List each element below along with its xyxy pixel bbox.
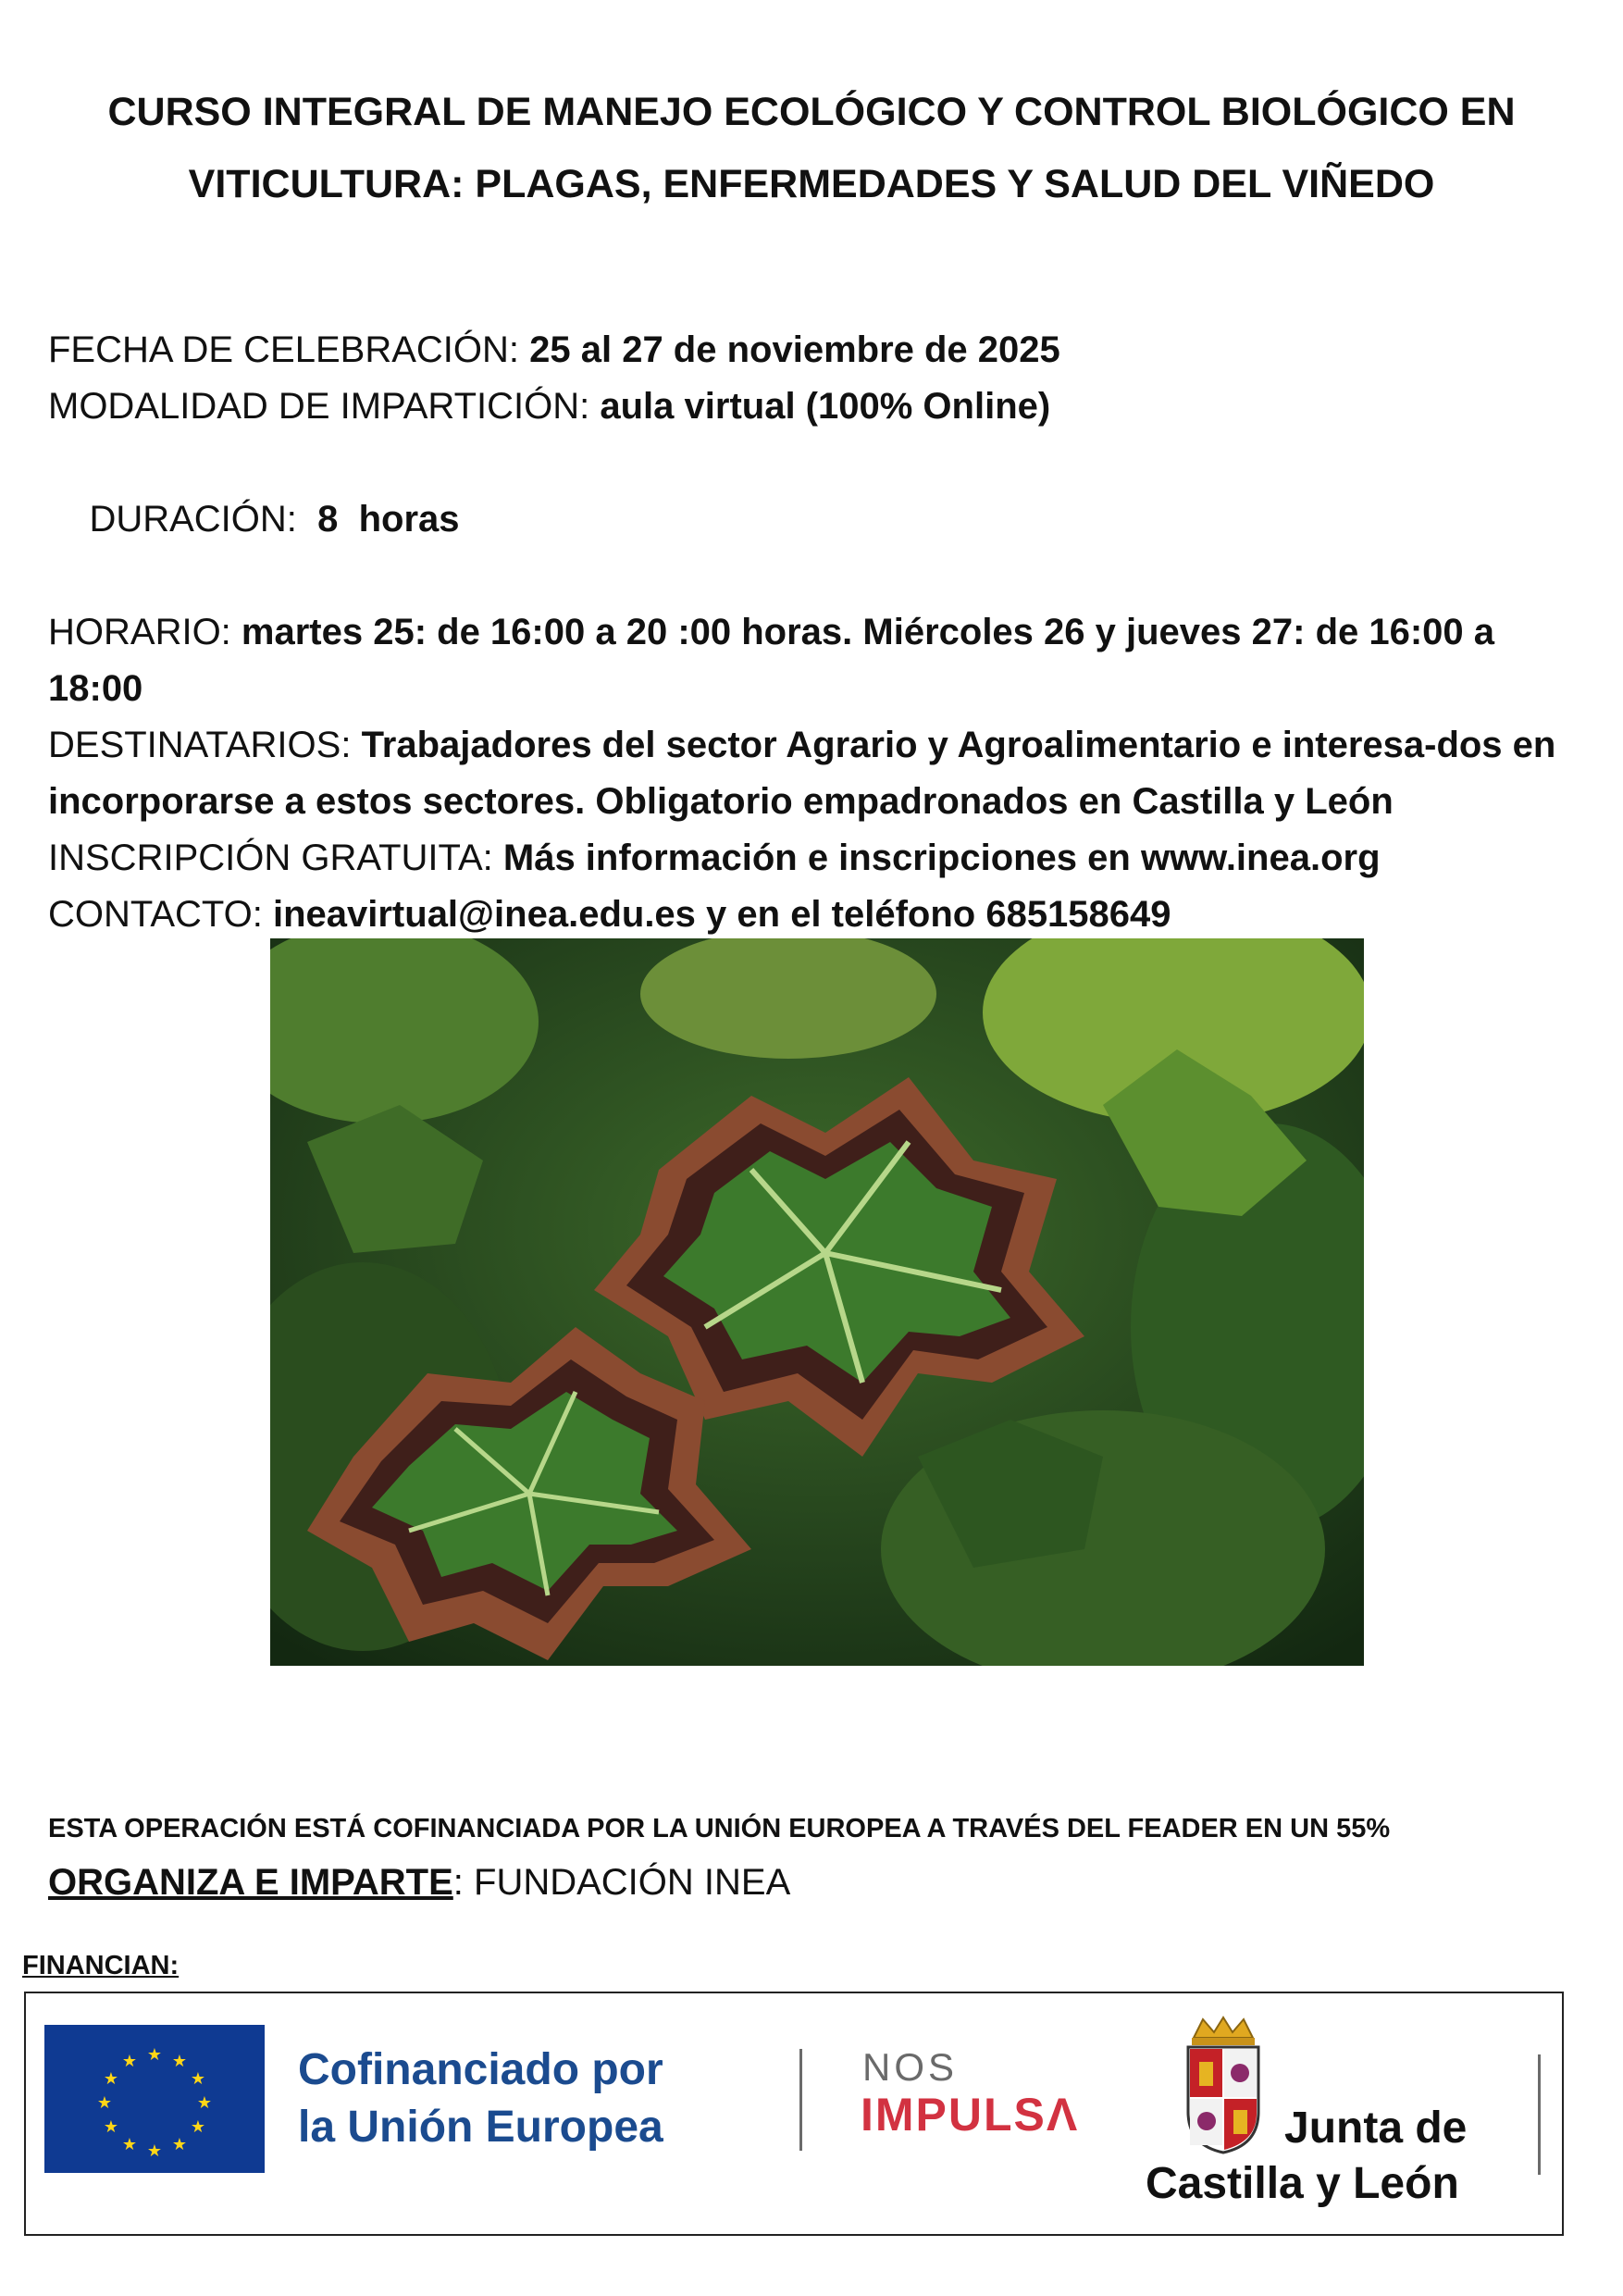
- inscripcion-row: [48, 830, 1566, 887]
- svg-text:★: ★: [121, 2135, 138, 2154]
- eu-flag-icon: [44, 2025, 265, 2173]
- horario-value: martes 25: de 16:00 a 20 :00 horas. Miércoles 26 y jueves 27: de 16:00 a 18:00: [48, 612, 1495, 709]
- logo-divider: [799, 2049, 802, 2151]
- svg-text:★: ★: [146, 2045, 163, 2065]
- eu-cofinancing-logo-text: [298, 2042, 663, 2156]
- duracion-label: DURACIÓN:: [89, 499, 318, 540]
- contacto-value: ineavirtual@inea.edu.es y en el teléfono 685158649: [272, 894, 1171, 935]
- cofinancing-notice: ESTA OPERACIÓN ESTÁ COFINANCIADA POR LA UNIÓN EUROPEA A TRAVÉS DEL FEADER EN UN 55%: [48, 1814, 1391, 1843]
- horario-label: HORARIO:: [48, 612, 242, 652]
- svg-text:★: ★: [146, 2141, 163, 2161]
- inscripcion-label: INSCRIPCIÓN GRATUITA:: [48, 838, 503, 878]
- fecha-value: 25 al 27 de noviembre de 2025: [529, 329, 1060, 370]
- nos-impulsa-logo-top: NOS: [862, 2045, 959, 2089]
- contacto-label: CONTACTO:: [48, 894, 273, 935]
- organizer-separator: :: [452, 1862, 475, 1903]
- jcyl-logo-line-2: Castilla y León: [1146, 2159, 1459, 2208]
- organizer-label: ORGANIZA E IMPARTE: [48, 1862, 453, 1903]
- eu-logo-line-2: la Unión Europea: [298, 2103, 663, 2152]
- course-title-line-1: CURSO INTEGRAL DE MANEJO ECOLÓGICO Y CONTROL BIOLÓGICO EN: [107, 90, 1516, 134]
- modalidad-label: MODALIDAD DE IMPARTICIÓN:: [48, 386, 601, 427]
- destinatarios-row: [48, 717, 1566, 830]
- organizer-line: [48, 1862, 790, 1904]
- svg-text:★: ★: [96, 2093, 113, 2113]
- duracion-value: 8 horas: [317, 499, 460, 540]
- fecha-row: [48, 322, 1566, 379]
- vineyard-leaves-illustration: [270, 938, 1364, 1666]
- svg-text:★: ★: [171, 2052, 188, 2071]
- contacto-row: [48, 887, 1566, 943]
- course-title: [37, 76, 1586, 220]
- eu-stars-icon: [44, 2025, 265, 2173]
- castilla-leon-crest-icon: [1177, 2016, 1270, 2154]
- svg-text:★: ★: [103, 2117, 119, 2137]
- eu-logo-line-1: Cofinanciado por: [298, 2045, 663, 2094]
- svg-text:★: ★: [171, 2135, 188, 2154]
- modalidad-row: [48, 379, 1566, 435]
- modalidad-value: aula virtual (100% Online): [600, 386, 1051, 427]
- destinatarios-label: DESTINATARIOS:: [48, 725, 362, 765]
- duracion-row: [48, 435, 1566, 604]
- svg-text:★: ★: [190, 2117, 206, 2137]
- jcyl-logo-line-1: Junta de: [1284, 2104, 1468, 2153]
- inscripcion-value: Más información e inscripciones en www.inea.org: [502, 838, 1381, 878]
- svg-text:★: ★: [121, 2052, 138, 2071]
- svg-text:★: ★: [103, 2069, 119, 2089]
- svg-text:★: ★: [196, 2093, 213, 2113]
- organizer-value: FUNDACIÓN INEA: [474, 1862, 791, 1903]
- logo-right-divider: [1538, 2054, 1541, 2175]
- horario-row: [48, 604, 1566, 717]
- nos-impulsa-logo-bottom: IMPULSΛ: [861, 2089, 1080, 2141]
- vineyard-leaves-photo: [270, 938, 1364, 1666]
- course-title-line-2: VITICULTURA: PLAGAS, ENFERMEDADES Y SALUD DEL VIÑEDO: [188, 162, 1435, 206]
- destinatarios-value: Trabajadores del sector Agrario y Agroalimentario e interesa-dos en incorporarse a estos sectores. Obligatorio empadronados en Castilla y León: [48, 725, 1556, 822]
- course-details: [48, 322, 1566, 943]
- fecha-label: FECHA DE CELEBRACIÓN:: [48, 329, 530, 370]
- svg-text:★: ★: [190, 2069, 206, 2089]
- financian-heading: FINANCIAN:: [22, 1951, 180, 1980]
- funding-logos-banner: [24, 1992, 1564, 2236]
